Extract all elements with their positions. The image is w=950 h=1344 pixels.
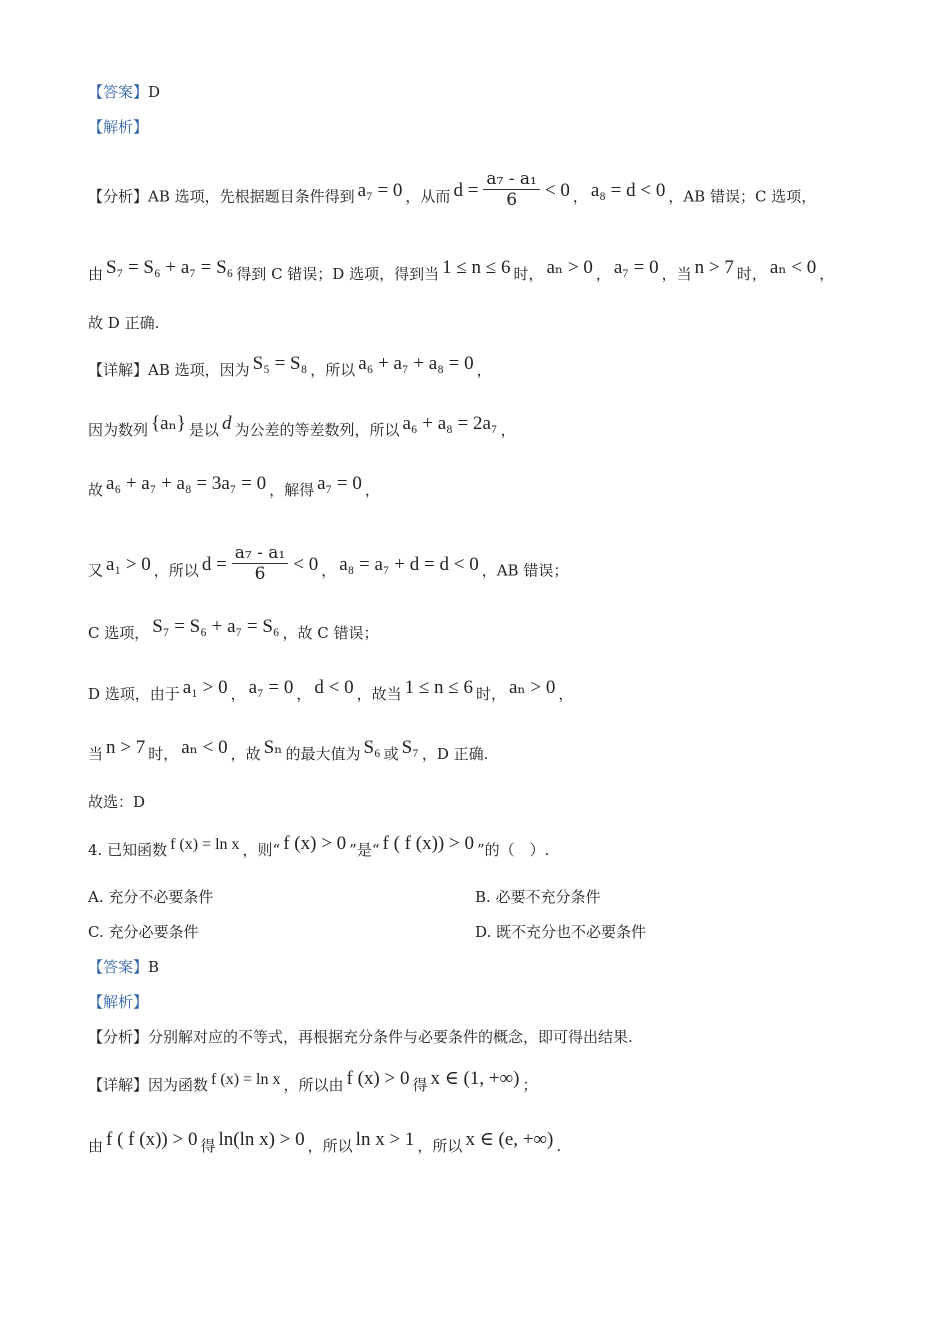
text: 得到 C 错误；D 选项，得到当 bbox=[236, 265, 440, 283]
text: 4. 已知函数 bbox=[88, 841, 168, 859]
answer-value: B bbox=[148, 958, 160, 976]
q3-fenxi-line-1 bbox=[88, 169, 817, 218]
q4-option-b[interactable]: B. 必要不充分条件 bbox=[475, 888, 601, 906]
math-n-gt7: n > 7 bbox=[106, 737, 146, 758]
math-a1-pos: a₁ > 0 bbox=[182, 677, 228, 698]
math-an-neg: aₙ < 0 bbox=[181, 737, 228, 758]
q4-xiangjie-line-1 bbox=[88, 1068, 538, 1096]
text: 分别解对应的不等式，再根据充分条件与必要条件的概念，即可得出结果. bbox=[148, 1028, 633, 1046]
text: AB 选项，因为 bbox=[148, 361, 250, 379]
answer-tag: 【答案】 bbox=[88, 83, 149, 101]
text: 时， bbox=[513, 265, 544, 283]
text: 得 bbox=[412, 1076, 428, 1094]
text: . bbox=[556, 1137, 562, 1155]
math-d: d bbox=[221, 413, 232, 434]
q3-xiangjie-line-2 bbox=[88, 413, 516, 440]
math-fraction bbox=[232, 543, 288, 584]
math-an-neg: aₙ < 0 bbox=[769, 257, 817, 278]
text: ， bbox=[296, 685, 312, 703]
q3-xiangjie-line-6 bbox=[88, 677, 574, 704]
math-n-gt7: n > 7 bbox=[694, 257, 734, 278]
math-seq-an: {aₙ} bbox=[151, 413, 186, 434]
text: ， bbox=[321, 561, 337, 580]
analysis-tag: 【解析】 bbox=[88, 118, 149, 136]
text: 或 bbox=[383, 745, 399, 763]
text: ， bbox=[572, 187, 588, 206]
math-a7-eq0: a₇ = 0 bbox=[357, 179, 403, 201]
text: ，所以 bbox=[307, 1137, 353, 1155]
text: 又 bbox=[88, 561, 104, 580]
math-sum678: a₆ + a₇ + a₈ = 0 bbox=[358, 353, 474, 374]
q4-answer-line bbox=[88, 957, 159, 977]
q3-fenxi-line-3 bbox=[88, 313, 159, 333]
text: 故选：D bbox=[88, 793, 146, 811]
math-x-in-1: x ∈ (1, +∞) bbox=[430, 1068, 520, 1089]
text: ，则“ bbox=[242, 841, 281, 859]
math-d-neg: d < 0 bbox=[314, 677, 354, 698]
text: 当 bbox=[88, 745, 104, 763]
q3-xiangjie-line-4 bbox=[88, 543, 569, 592]
text: ，所以由 bbox=[283, 1076, 344, 1094]
text: 因为函数 bbox=[148, 1076, 209, 1094]
math-d-lhs: d = bbox=[201, 553, 227, 575]
text: AB 选项，先根据题目条件得到 bbox=[148, 187, 355, 206]
text: ，D 正确. bbox=[421, 745, 489, 763]
text: ”的（ ）. bbox=[476, 841, 550, 859]
math-d-rhs: < 0 bbox=[544, 179, 570, 201]
text: ， bbox=[558, 685, 574, 703]
math-f-ln: f (x) = ln x bbox=[211, 1071, 281, 1088]
q3-analysis-heading bbox=[88, 117, 148, 137]
text: 故 D 正确. bbox=[88, 314, 160, 332]
math-ffx-pos: f ( f (x)) > 0 bbox=[382, 833, 474, 854]
math-a7-eq0: a₇ = 0 bbox=[248, 677, 294, 698]
text: 时， bbox=[475, 685, 506, 703]
math-s5-s8: S₅ = S₈ bbox=[252, 353, 308, 374]
math-fx-pos: f (x) > 0 bbox=[283, 833, 347, 854]
text: 由 bbox=[88, 265, 104, 283]
math-a8-full: a₈ = a₇ + d = d < 0 bbox=[339, 553, 479, 575]
text: 为公差的等差数列，所以 bbox=[234, 421, 400, 439]
text: ， bbox=[230, 685, 246, 703]
q3-fenxi-line-2 bbox=[88, 257, 835, 284]
q4-analysis-heading bbox=[88, 992, 148, 1012]
text: ， bbox=[595, 265, 611, 283]
text: 由 bbox=[88, 1137, 104, 1155]
math-a6a8: a₆ + a₈ = 2a₇ bbox=[402, 413, 498, 434]
q4-fenxi-line bbox=[88, 1027, 633, 1047]
text: 得 bbox=[200, 1137, 216, 1155]
q4-option-c[interactable]: C. 充分必要条件 bbox=[88, 923, 199, 941]
text: ，故当 bbox=[356, 685, 402, 703]
q4-option-d[interactable]: D. 既不充分也不必要条件 bbox=[475, 923, 647, 941]
text: 是以 bbox=[188, 421, 219, 439]
text: 的最大值为 bbox=[285, 745, 361, 763]
math-s7: S₇ = S₆ + a₇ = S₆ bbox=[152, 616, 280, 637]
text: D 选项，由于 bbox=[88, 685, 180, 703]
answer-value: D bbox=[148, 83, 161, 101]
text: ，解得 bbox=[269, 481, 315, 499]
math-an-pos: aₙ > 0 bbox=[546, 257, 593, 278]
fraction-numerator: a₇ - a₁ bbox=[232, 543, 288, 564]
text: ， bbox=[819, 265, 835, 283]
q3-final-choice bbox=[88, 792, 145, 812]
text: ； bbox=[522, 1076, 538, 1094]
text: ，当 bbox=[661, 265, 692, 283]
q4-stem bbox=[88, 833, 550, 861]
text: ，AB 错误； bbox=[481, 561, 569, 580]
xiangjie-tag: 【详解】 bbox=[88, 1076, 149, 1094]
math-an-pos: aₙ > 0 bbox=[509, 677, 556, 698]
fraction-denominator: 6 bbox=[506, 190, 518, 210]
fraction-denominator: 6 bbox=[254, 564, 266, 584]
math-s6: S₆ bbox=[363, 737, 381, 758]
math-f-ln: f (x) = ln x bbox=[170, 836, 240, 853]
math-lnln: ln(ln x) > 0 bbox=[218, 1129, 305, 1150]
math-n-range: 1 ≤ n ≤ 6 bbox=[404, 677, 473, 698]
q3-xiangjie-line-5 bbox=[88, 616, 379, 643]
math-fraction bbox=[483, 169, 539, 210]
q4-option-a[interactable]: A. 充分不必要条件 bbox=[88, 888, 214, 906]
math-d-lhs: d = bbox=[453, 179, 479, 201]
math-s7: S₇ = S₆ + a₇ = S₆ bbox=[106, 257, 234, 278]
math-fx-pos: f (x) > 0 bbox=[346, 1068, 410, 1089]
text: ，故 C 错误； bbox=[282, 624, 379, 642]
q3-xiangjie-line-7 bbox=[88, 737, 489, 764]
analysis-tag: 【解析】 bbox=[88, 993, 149, 1011]
math-a1-pos: a₁ > 0 bbox=[106, 553, 151, 575]
math-n-range: 1 ≤ n ≤ 6 bbox=[442, 257, 511, 278]
math-ffx-pos: f ( f (x)) > 0 bbox=[106, 1129, 198, 1150]
math-s7: S₇ bbox=[401, 737, 419, 758]
text: ， bbox=[500, 421, 516, 439]
fenxi-tag: 【分析】 bbox=[88, 1028, 149, 1046]
fenxi-tag: 【分析】 bbox=[88, 187, 149, 206]
text: 故 bbox=[88, 481, 104, 499]
text: C 选项， bbox=[88, 624, 150, 642]
math-a8-eq-d: a₈ = d < 0 bbox=[590, 179, 666, 201]
xiangjie-tag: 【详解】 bbox=[88, 361, 149, 379]
math-d-rhs: < 0 bbox=[293, 553, 319, 575]
text: ，从而 bbox=[405, 187, 451, 206]
fraction-numerator: a₇ - a₁ bbox=[483, 169, 539, 190]
text: ， bbox=[476, 361, 492, 379]
math-lnx-gt1: ln x > 1 bbox=[355, 1129, 415, 1150]
q3-answer-line bbox=[88, 82, 160, 102]
math-x-in-e: x ∈ (e, +∞) bbox=[465, 1129, 554, 1150]
q3-xiangjie-line-1 bbox=[88, 353, 492, 380]
text: ，AB 错误；C 选项， bbox=[668, 187, 817, 206]
q3-xiangjie-line-3 bbox=[88, 473, 380, 500]
text: 时， bbox=[148, 745, 179, 763]
text: ， bbox=[364, 481, 380, 499]
math-a7-eq0: a₇ = 0 bbox=[613, 257, 659, 278]
text: ，所以 bbox=[417, 1137, 463, 1155]
math-sn: Sₙ bbox=[263, 737, 283, 758]
q4-xiangjie-line-2 bbox=[88, 1129, 562, 1156]
text: 时， bbox=[736, 265, 767, 283]
text: ，所以 bbox=[310, 361, 356, 379]
text: ，所以 bbox=[153, 561, 199, 580]
answer-tag: 【答案】 bbox=[88, 958, 149, 976]
math-a7-eq0: a₇ = 0 bbox=[317, 473, 362, 494]
text: ”是“ bbox=[349, 841, 380, 859]
math-sum678-3a7: a₆ + a₇ + a₈ = 3a₇ = 0 bbox=[106, 473, 267, 494]
text: ，故 bbox=[230, 745, 261, 763]
text: 因为数列 bbox=[88, 421, 149, 439]
